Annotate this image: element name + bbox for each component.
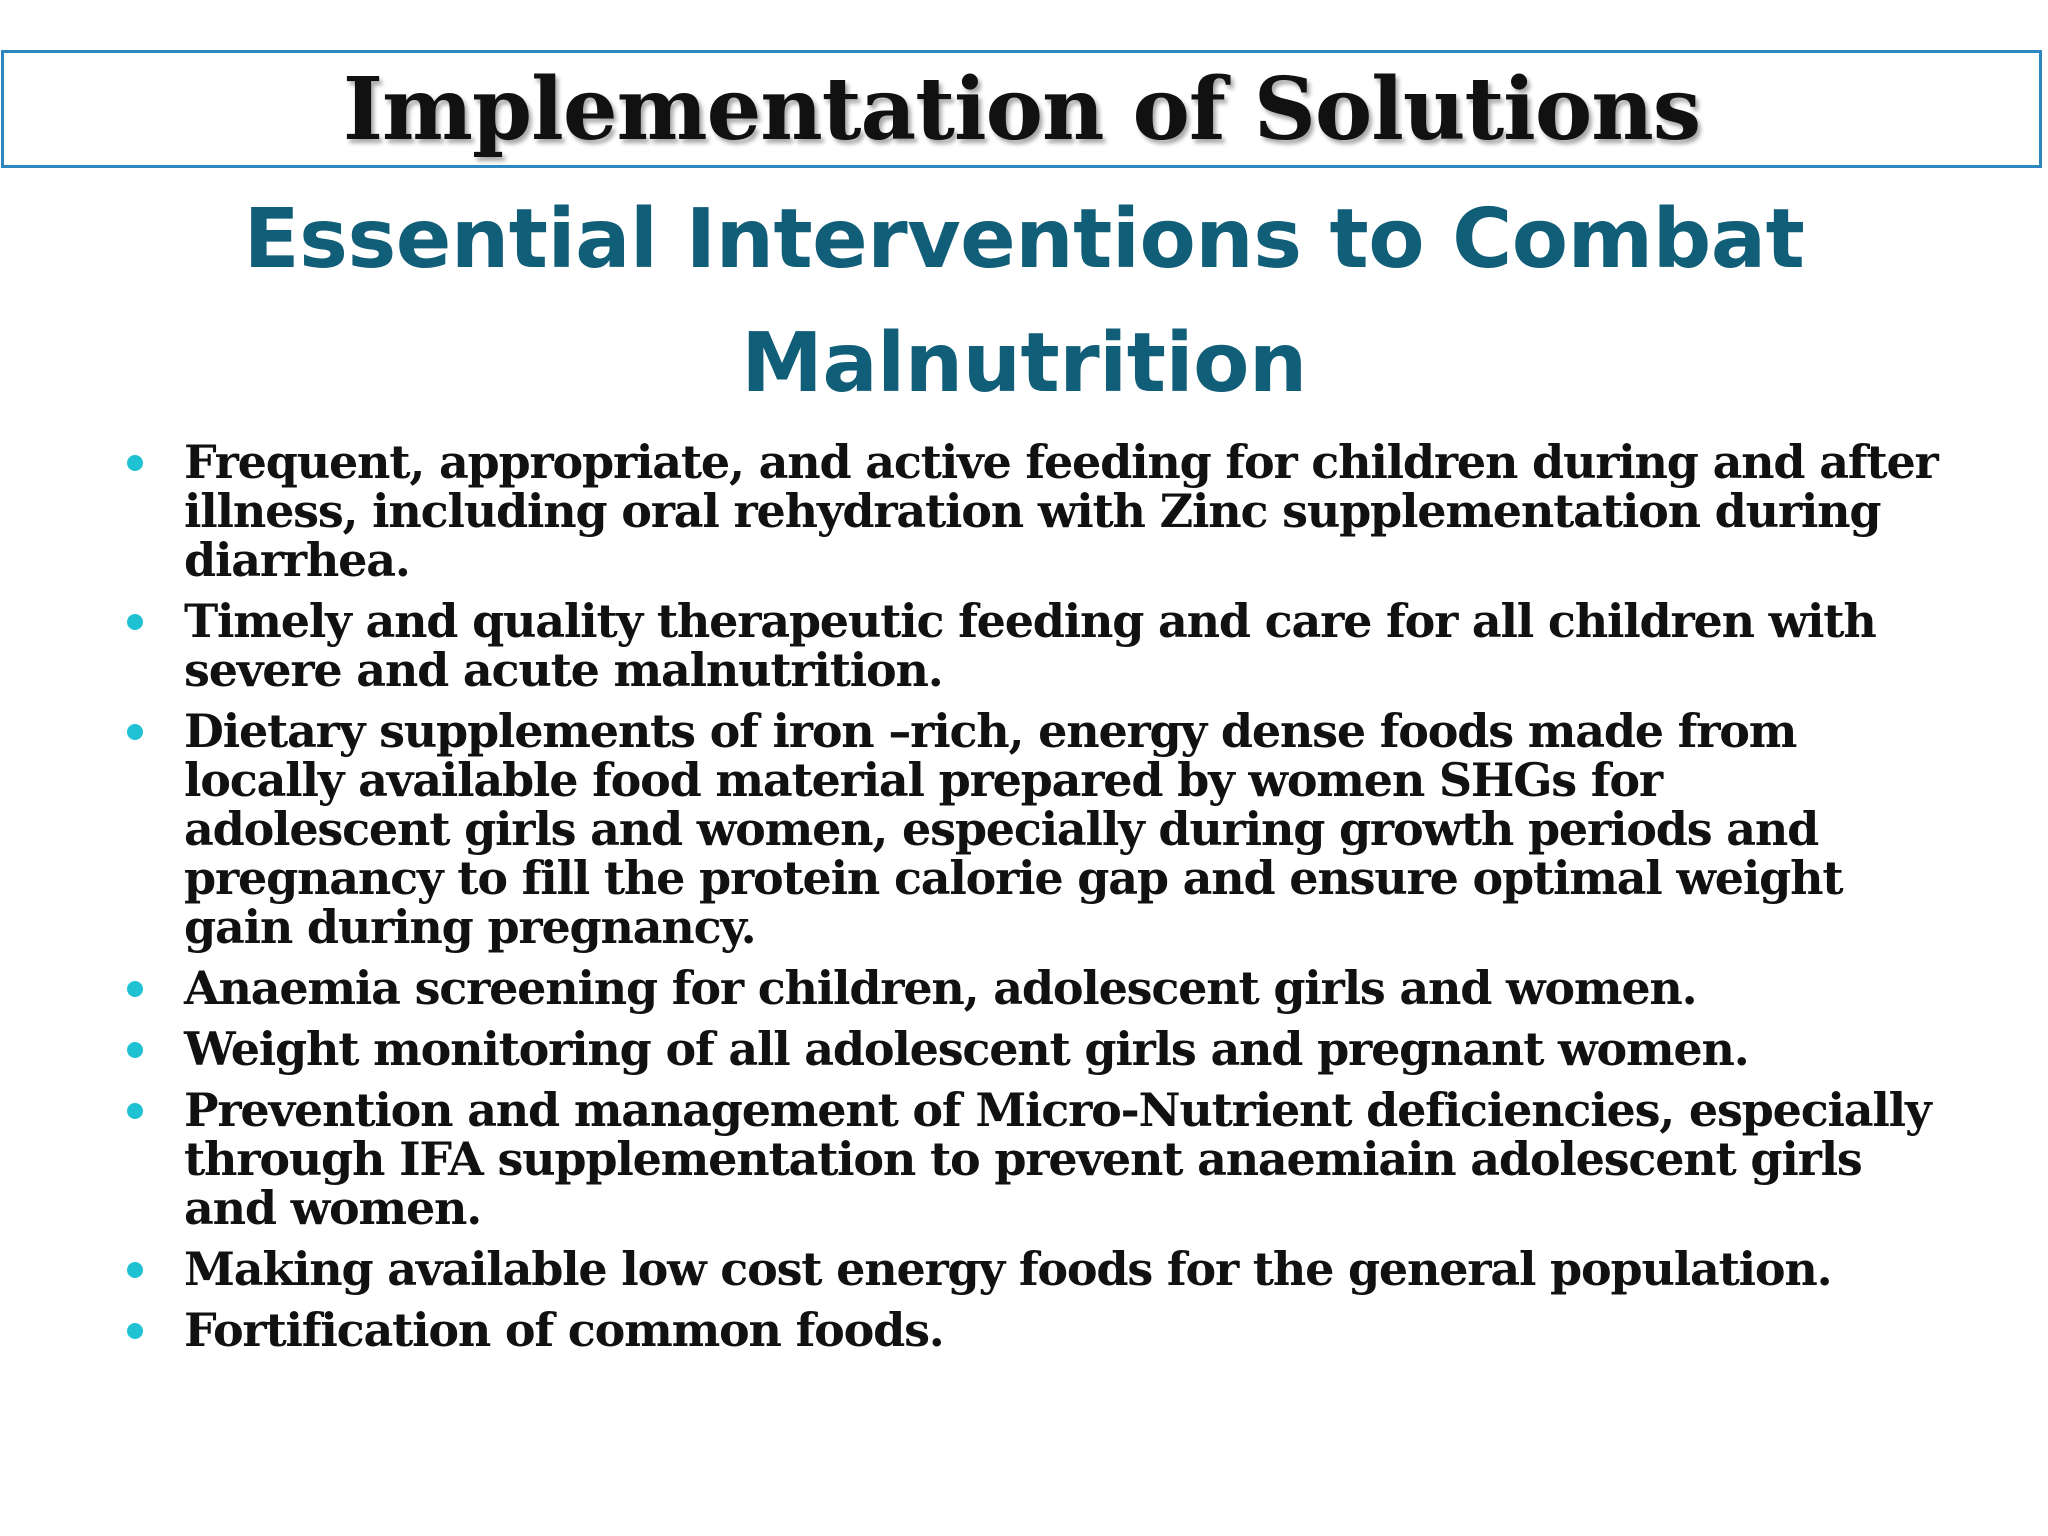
bullet-item (120, 594, 1940, 697)
bullet-text: Anaemia screening for children, adolescent girls and women. (184, 961, 1697, 1015)
bullet-item (120, 961, 1940, 1015)
bullet-text: Frequent, appropriate, and active feeding for children during and after illness, including oral rehydration with Zinc supplementation during diarrhea. (184, 435, 1938, 587)
bullet-dot-icon (127, 1103, 143, 1119)
bullet-dot-icon (127, 1042, 143, 1058)
bullet-dot-icon (127, 614, 143, 630)
bullet-dot-icon (127, 455, 143, 471)
bullet-dot-icon (127, 981, 143, 997)
bullet-text: Making available low cost energy foods for the general population. (184, 1242, 1832, 1296)
bullet-item (120, 1303, 1940, 1357)
bullet-text: Timely and quality therapeutic feeding and care for all children with severe and acute malnutrition. (184, 594, 1876, 697)
bullet-list (120, 435, 1940, 1367)
bullet-item (120, 1242, 1940, 1296)
bullet-item (120, 435, 1940, 587)
slide-subtitle: Essential Interventions to Combat Malnutrition (243, 192, 1805, 411)
bullet-item (120, 704, 1940, 954)
bullet-text: Fortification of common foods. (184, 1303, 944, 1357)
bullet-dot-icon (127, 1323, 143, 1339)
title-box (1, 50, 2042, 168)
bullet-item (120, 1022, 1940, 1076)
slide-title: Implementation of Solutions (342, 59, 1701, 160)
bullet-text: Dietary supplements of iron –rich, energy dense foods made from locally available food material prepared by women SHGs for adolescent girls and women, especially during growth periods and pregnancy to fill the protein calorie gap and ensure optimal weight gain during pregnancy. (184, 704, 1843, 954)
bullet-text: Prevention and management of Micro-Nutrient deficiencies, especially through IFA supplementation to prevent anaemiain adolescent girls and women. (184, 1083, 1931, 1235)
bullet-dot-icon (127, 1262, 143, 1278)
bullet-item (120, 1083, 1940, 1235)
bullet-dot-icon (127, 724, 143, 740)
bullet-text: Weight monitoring of all adolescent girls and pregnant women. (184, 1022, 1749, 1076)
